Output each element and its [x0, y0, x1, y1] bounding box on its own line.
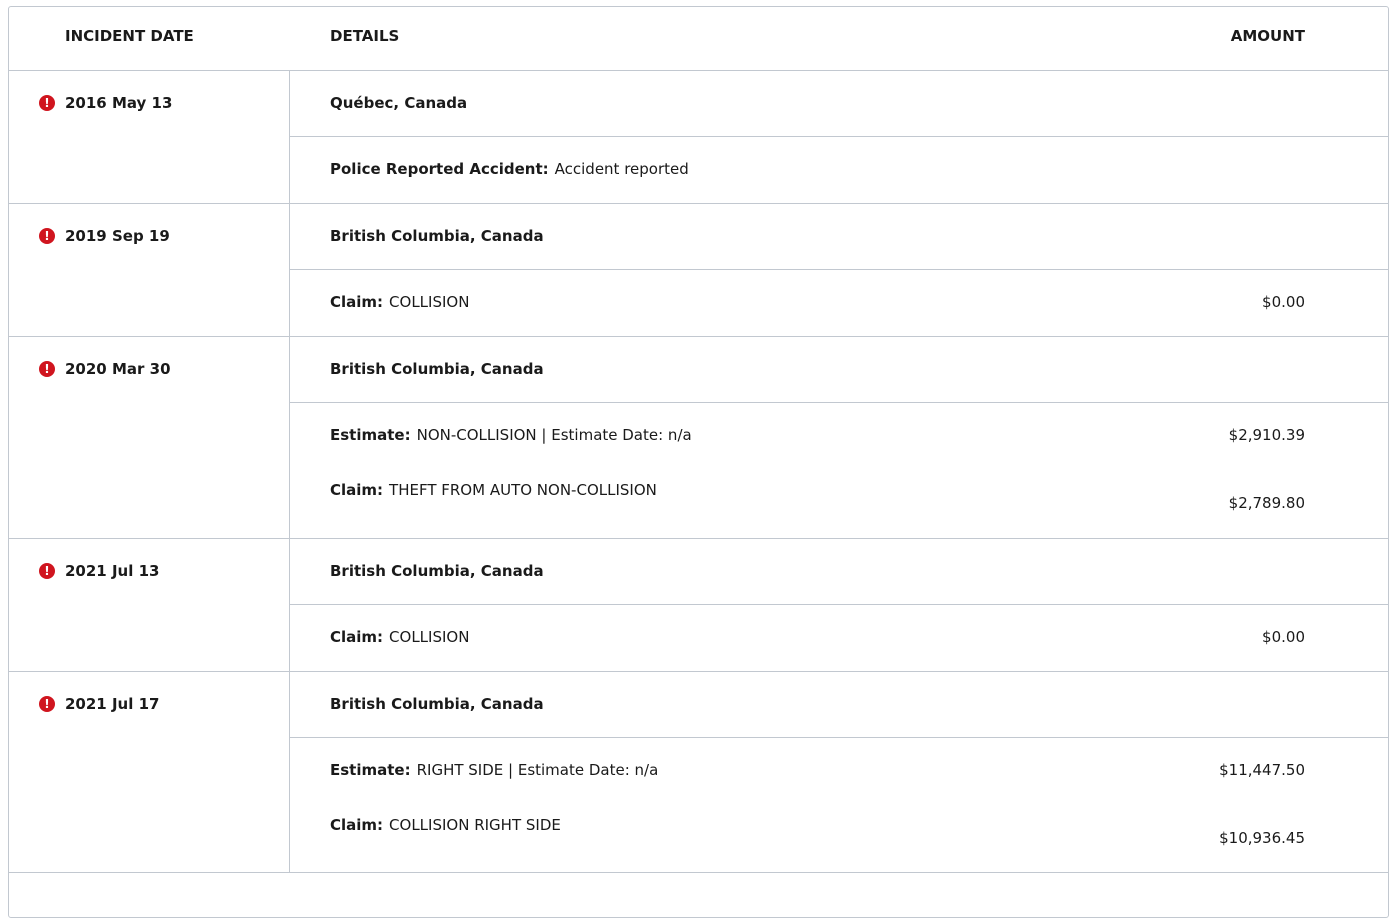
date-cell: [9, 71, 290, 203]
incident-date-text: 2016 May 13: [65, 94, 173, 112]
date-cell: [9, 672, 290, 872]
detail-amount: $10,936.45: [1219, 829, 1305, 847]
detail-line: [330, 426, 692, 444]
detail-value: COLLISION RIGHT SIDE: [389, 816, 561, 834]
detail-label: Estimate:: [330, 426, 411, 444]
incident-location: British Columbia, Canada: [330, 227, 544, 245]
incident-date: [39, 562, 159, 580]
incident-date: [39, 360, 171, 378]
incident-location: British Columbia, Canada: [330, 695, 544, 713]
incident-row: [9, 204, 1388, 337]
detail-line: [330, 628, 469, 646]
detail-label: Claim:: [330, 628, 384, 646]
incident-date-text: 2019 Sep 19: [65, 227, 170, 245]
detail-amount: $2,789.80: [1228, 494, 1305, 512]
detail-label: Estimate:: [330, 761, 411, 779]
detail-line: [330, 816, 561, 834]
table-footer-row: [9, 873, 1388, 918]
incident-location: British Columbia, Canada: [330, 360, 544, 378]
incident-location: Québec, Canada: [330, 94, 468, 112]
detail-value: Accident reported: [554, 160, 689, 178]
detail-label: Police Reported Accident:: [330, 160, 549, 178]
incident-date: [39, 695, 159, 713]
detail-line: [330, 481, 657, 499]
incident-row: [9, 539, 1388, 672]
location-row: [290, 204, 1388, 270]
date-cell: [9, 204, 290, 336]
date-cell: [9, 539, 290, 671]
exclamation-circle-icon: !: [39, 361, 55, 377]
incident-date-text: 2021 Jul 13: [65, 562, 160, 580]
incident-date-text: 2020 Mar 30: [65, 360, 171, 378]
detail-amount: $11,447.50: [1219, 761, 1305, 779]
detail-amount: $0.00: [1262, 293, 1305, 311]
exclamation-circle-icon: !: [39, 563, 55, 579]
detail-amount: $0.00: [1262, 628, 1305, 646]
detail-line: [330, 160, 689, 178]
incident-row: [9, 337, 1388, 539]
location-row: [290, 672, 1388, 738]
date-cell: [9, 337, 290, 538]
detail-label: Claim:: [330, 293, 384, 311]
header-amount: AMOUNT: [1230, 27, 1305, 45]
location-row: [290, 71, 1388, 137]
detail-line: [330, 761, 658, 779]
exclamation-circle-icon: !: [39, 95, 55, 111]
table-header: [9, 7, 1388, 71]
exclamation-circle-icon: !: [39, 696, 55, 712]
incident-row: [9, 672, 1388, 873]
detail-value: THEFT FROM AUTO NON-COLLISION: [389, 481, 657, 499]
detail-value: NON-COLLISION | Estimate Date: n/a: [416, 426, 692, 444]
detail-label: Claim:: [330, 481, 384, 499]
incident-location: British Columbia, Canada: [330, 562, 544, 580]
incident-date-text: 2021 Jul 17: [65, 695, 160, 713]
detail-line: [330, 293, 469, 311]
incident-date: [39, 94, 172, 112]
incident-row: [9, 71, 1388, 204]
detail-amount: $2,910.39: [1228, 426, 1305, 444]
detail-value: COLLISION: [389, 293, 470, 311]
exclamation-circle-icon: !: [39, 228, 55, 244]
detail-label: Claim:: [330, 816, 384, 834]
header-incident-date: INCIDENT DATE: [65, 27, 194, 45]
location-row: [290, 539, 1388, 605]
incident-date: [39, 227, 170, 245]
detail-value: COLLISION: [389, 628, 470, 646]
incident-history-table: [8, 6, 1389, 918]
location-row: [290, 337, 1388, 403]
detail-value: RIGHT SIDE | Estimate Date: n/a: [416, 761, 659, 779]
header-details: DETAILS: [330, 27, 400, 45]
